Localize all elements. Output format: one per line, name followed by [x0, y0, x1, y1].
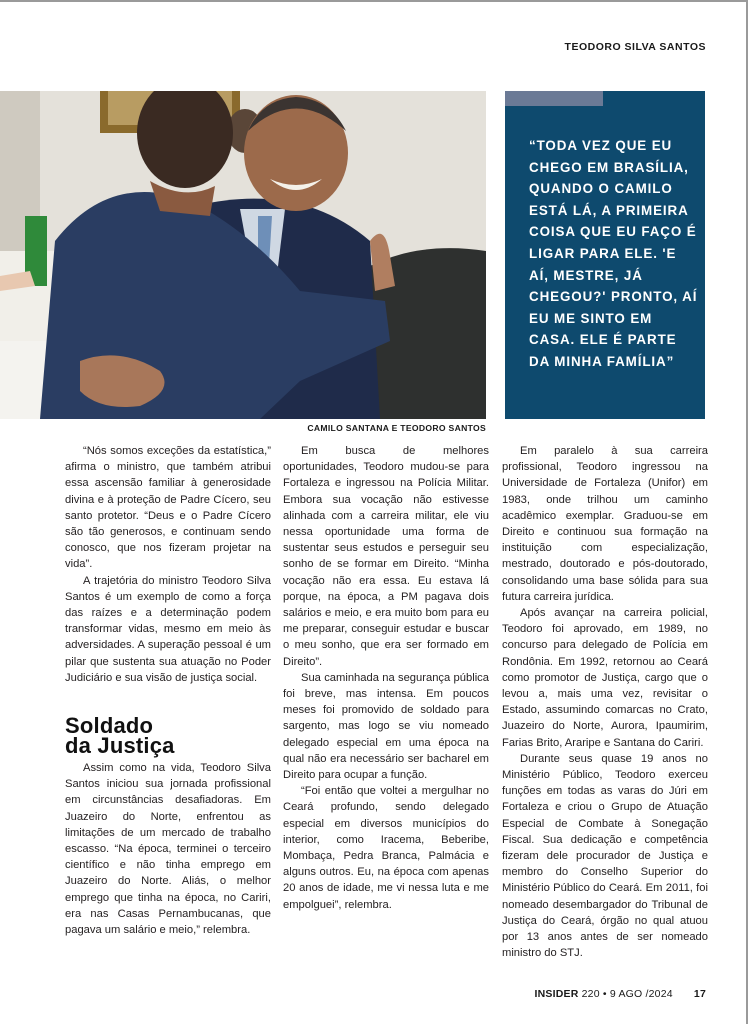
paragraph: Em busca de melhores oportunidades, Teodoro mudou-se para Fortaleza e ingressou na Polícia Militar. Embora sua vocação não estivesse alinhada com a carreira militar, ele viu nessa oportunidade uma forma de sustentar seus estudos e perseguir seu sonho de se formar em Direito. “Minha vocação não era essa. Eu estava lá porque, na época, a PM pagava dois salários e meio, e era muito bom para eu me preparar, conseguir estudar e buscar o meu sonho, que era ser formado em Direito”. [283, 445, 489, 668]
article-column-1 [65, 443, 271, 938]
paragraph: Durante seus quase 19 anos no Ministério Público, Teodoro exerceu funções em todas as varas do Júri em Fortaleza e criou o Grupo de Atuação Especial de Combate à Sonegação Fiscal. Sua dedicação e competência fizeram dele procurador de Justiça e membro do Conselho Superior do Ministério Público do Ceará. Em 2011, foi nomeado desembargador do Tribunal de Justiça do Ceará, órgão no qual atuou por 13 anos antes de ser nomeado ministro do STJ. [502, 752, 708, 960]
page-border-top [0, 0, 748, 2]
section-title-line: da Justiça [65, 733, 175, 759]
running-head: TEODORO SILVA SANTOS [564, 41, 706, 53]
photo-caption: CAMILO SANTANA E TEODORO SANTOS [307, 423, 486, 433]
issue-info: 220 • 9 AGO /2024 [581, 988, 673, 1000]
paragraph: “Foi então que voltei a mergulhar no Ceará profundo, sendo delegado especial em diversos municípios do interior, como Iracema, Beberibe, Mombaça, Pedra Branca, Palmácia e alguns outros. Eu, na época com apenas 20 anos de idade, me vi nessa luta e me empolguei”, relembra. [283, 785, 489, 911]
paragraph: Em paralelo à sua carreira profissional, Teodoro ingressou na Universidade de Fortaleza (Unifor) em 1983, onde trilhou um caminho acadêmico exemplar. Graduou-se em Direito e continuou sua formação na instituição com especialização, mestrado, doutorado e pós-doutorado, consolidando uma base sólida para sua futura carreira jurídica. [502, 445, 708, 603]
article-photo [0, 91, 486, 419]
paragraph: “Nós somos exceções da estatística,” afirma o ministro, que também atribui essa ascensão familiar à generosidade divina e à proteção de Padre Cícero, seu santo protetor. “Deus e o Padre Cícero são tão generosos, e continuam sendo conosco, que nos fizeram projetar na vida”. [65, 445, 271, 571]
section-title [65, 713, 271, 759]
paragraph: Assim como na vida, Teodoro Silva Santos iniciou sua jornada profissional em circunstâncias desafiadoras. Em Juazeiro do Norte, enfrentou as limitações de um mercado de trabalho escasso. “Na época, terminei o terceiro científico e não tinha emprego em Juazeiro do Norte. Aliás, o melhor emprego que tinha na época, no Cariri, era nas Casas Pernambucanas, que pagava um salário e meio,” relembra. [65, 762, 271, 937]
section-title-line: Soldado [65, 713, 154, 739]
pull-quote-tab [505, 91, 603, 106]
magazine-name: INSIDER [534, 988, 579, 1000]
page-footer [535, 988, 706, 1000]
pull-quote-text: “TODA VEZ QUE EU CHEGO EM BRASÍLIA, QUANDO O CAMILO ESTÁ LÁ, A PRIMEIRA COISA QUE EU FAÇO É LIGAR PARA ELE. 'E AÍ, MESTRE, JÁ CHEGOU?' PRONTO, AÍ EU ME SINTO EM CASA. ELE É PARTE DA MINHA FAMÍLIA” [529, 138, 698, 369]
article-column-2 [283, 443, 489, 913]
paragraph: Após avançar na carreira policial, Teodoro foi aprovado, em 1989, no concurso para delegado de Polícia em Rondônia. Em 1992, retornou ao Ceará como promotor de Justiça, cargo que o levou a, mais uma vez, revisitar o Estado, assumindo comarcas no Crato, Juazeiro do Norte, Aurora, Ipaumirim, Farias Brito, Araripe e Santana do Cariri. [502, 607, 708, 749]
paragraph: Sua caminhada na segurança pública foi breve, mas intensa. Em poucos meses foi promovido de soldado para sargento, mas logo se viu nomeado delegado especial em uma época na qual não era necessário ser bacharel em Direito para ocupar a função. [283, 671, 489, 782]
pull-quote-box [505, 91, 705, 419]
article-column-3 [502, 443, 708, 962]
page-number: 17 [693, 988, 706, 1000]
paragraph: A trajetória do ministro Teodoro Silva Santos é um exemplo de como a força das raízes e a determinação podem transformar vidas, mesmo em meio às adversidades. A superação pessoal é um pilar que sustenta sua atuação no Poder Judiciário e sua visão de justiça social. [65, 574, 271, 684]
